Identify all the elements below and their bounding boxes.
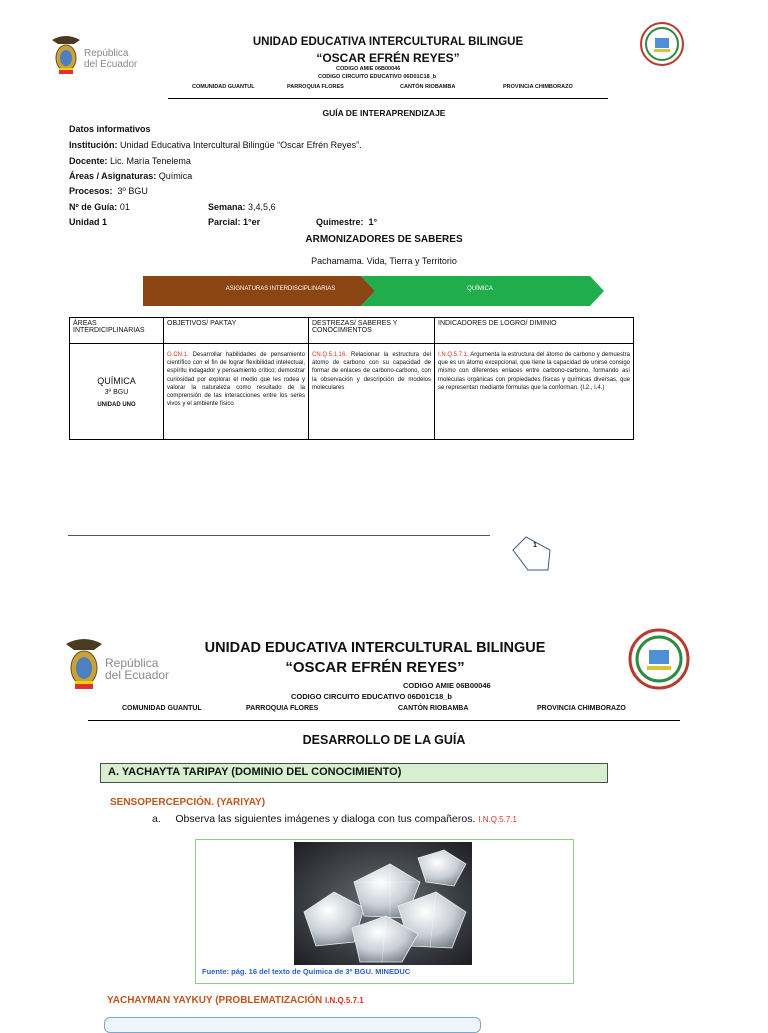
table-header: OBJETIVOS/ PAKTAY bbox=[164, 318, 309, 344]
sensopercepcion-heading: SENSOPERCEPCIÓN. (YARIYAY) bbox=[110, 797, 266, 808]
table-header: DESTREZAS/ SABERES Y CONOCIMIENTOS bbox=[309, 318, 435, 344]
indicator-cell: I.N.Q.5.7.1. Argumenta la estructura del átomo de carbono y demuestra que es un átomo excepcional, que tiene la capacidad de unirse consigo mismo con diferentes enlaces entre carbono-carbono, formando así moléculas orgánicas con propiedades físicas y químicas diversas, que se representan mediante fórmulas que la conforman. (I.2., I.4.) bbox=[435, 344, 634, 440]
community: COMUNIDAD GUANTUL bbox=[122, 705, 202, 712]
republic-label: República del Ecuador bbox=[105, 656, 170, 682]
quimestre-line: Quimestre: 1° bbox=[316, 217, 378, 227]
guia-line: Nº de Guía: 01 bbox=[69, 202, 130, 212]
desarrollo-title: DESARROLLO DE LA GUÍA bbox=[302, 733, 466, 747]
procesos-line: Procesos: 3º BGU bbox=[69, 186, 148, 196]
amie-code: CODIGO AMIE 06B00046 bbox=[403, 681, 491, 690]
circuit-code: CODIGO CIRCUITO EDUCATIVO 06D01C18_b bbox=[318, 74, 437, 80]
armonizadores-title: ARMONIZADORES DE SABERES bbox=[305, 234, 463, 245]
institucion-line: Institución: Unidad Educativa Intercultural Bilingüe “Oscar Efrén Reyes”. bbox=[69, 140, 362, 150]
unidad-line: Unidad 1 bbox=[69, 217, 108, 227]
section-a-title: A. YACHAYTA TARIPAY (DOMINIO DEL CONOCIMIENTO) bbox=[108, 766, 402, 778]
image-source: Fuente: pág. 16 del texto de Química de 3º BGU. MINEDUC bbox=[202, 967, 411, 976]
circuit-code: CODIGO CIRCUITO EDUCATIVO 06D01C18_b bbox=[291, 692, 453, 701]
parish: PARROQUIA FLORES bbox=[287, 84, 344, 90]
school-name: UNIDAD EDUCATIVA INTERCULTURAL BILINGUE bbox=[204, 640, 546, 656]
page-number-shape bbox=[512, 536, 552, 572]
republic-label: República del Ecuador bbox=[84, 48, 138, 70]
school-quoted-name: “OSCAR EFRÉN REYES” bbox=[316, 51, 460, 65]
areas-line: Áreas / Asignaturas: Química bbox=[69, 171, 193, 181]
guide-title: GUÍA DE INTERAPRENDIZAJE bbox=[322, 108, 446, 118]
footer-line bbox=[68, 535, 490, 536]
area-main: QUÍMICA bbox=[97, 375, 136, 386]
amie-code: CODIGO AMIE 06B00046 bbox=[336, 66, 401, 72]
area-unit: UNIDAD UNO bbox=[97, 401, 136, 408]
problem-box bbox=[104, 1017, 481, 1033]
semana-line: Semana: 3,4,5,6 bbox=[208, 202, 276, 212]
province: PROVINCIA CHIMBORAZO bbox=[537, 705, 626, 712]
saberes-table bbox=[69, 317, 634, 440]
datos-heading: Datos informativos bbox=[69, 124, 151, 134]
arrow-right-label: QUÍMICA bbox=[467, 286, 493, 292]
instruction-a: a. Observa las siguientes imágenes y dialoga con tus compañeros. I.N.Q.5.7.1 bbox=[152, 813, 517, 825]
community: COMUNIDAD GUANTUL bbox=[192, 84, 255, 90]
header-divider bbox=[88, 720, 680, 721]
table-header: INDICADORES DE LOGRO/ DIMINIO bbox=[435, 318, 634, 344]
page-number: 1 bbox=[533, 542, 537, 549]
school-name: UNIDAD EDUCATIVA INTERCULTURAL BILINGUE bbox=[252, 36, 524, 48]
diamonds-image bbox=[294, 842, 472, 965]
problematizacion-heading: YACHAYMAN YAYKUY (PROBLEMATIZACIÓN I.N.Q.5.7.1 bbox=[107, 995, 364, 1006]
destreza-cell: CN.Q.5.1.16. Relacionar la estructura del átomo de carbono con su capacidad de formar de enlaces de carbono-carbono, con la observación y descripción de modelos moleculares bbox=[309, 344, 435, 440]
pachamama-subtitle: Pachamama. Vida, Tierra y Territorio bbox=[311, 256, 457, 266]
objective-cell: G.CN.1. Desarrollar habilidades de pensamiento científico con el fin de lograr flexibilidad intelectual, espíritu indagador y pensamiento crítico; demostrar curiosidad por explorar el medio que les rodea y valorar la naturaleza como resultado de la comprensión de las interacciones entre los seres vivos y el ambiente físico bbox=[164, 344, 309, 440]
section-a-box bbox=[100, 763, 608, 783]
canton: CANTÓN RIOBAMBA bbox=[400, 84, 456, 90]
school-seal-icon bbox=[640, 22, 684, 66]
parish: PARROQUIA FLORES bbox=[246, 705, 319, 712]
canton: CANTÓN RIOBAMBA bbox=[398, 705, 469, 712]
province: PROVINCIA CHIMBORAZO bbox=[503, 84, 573, 90]
school-quoted-name: “OSCAR EFRÉN REYES” bbox=[285, 659, 465, 676]
arrow-left-label: ASIGNATURAS INTERDISCIPLINARIAS bbox=[225, 286, 336, 292]
parcial-line: Parcial: 1°er bbox=[208, 217, 261, 227]
docente-line: Docente: Lic. María Tenelema bbox=[69, 156, 191, 166]
area-cell bbox=[70, 344, 164, 440]
ecuador-coat-of-arms-icon bbox=[50, 32, 82, 76]
header-divider bbox=[168, 98, 608, 99]
area-level: 3º BGU bbox=[104, 388, 129, 396]
table-header: ÁREAS INTERDICIPLINARIAS bbox=[70, 318, 164, 344]
school-seal-icon bbox=[628, 628, 690, 690]
ecuador-coat-of-arms-icon bbox=[64, 634, 104, 692]
